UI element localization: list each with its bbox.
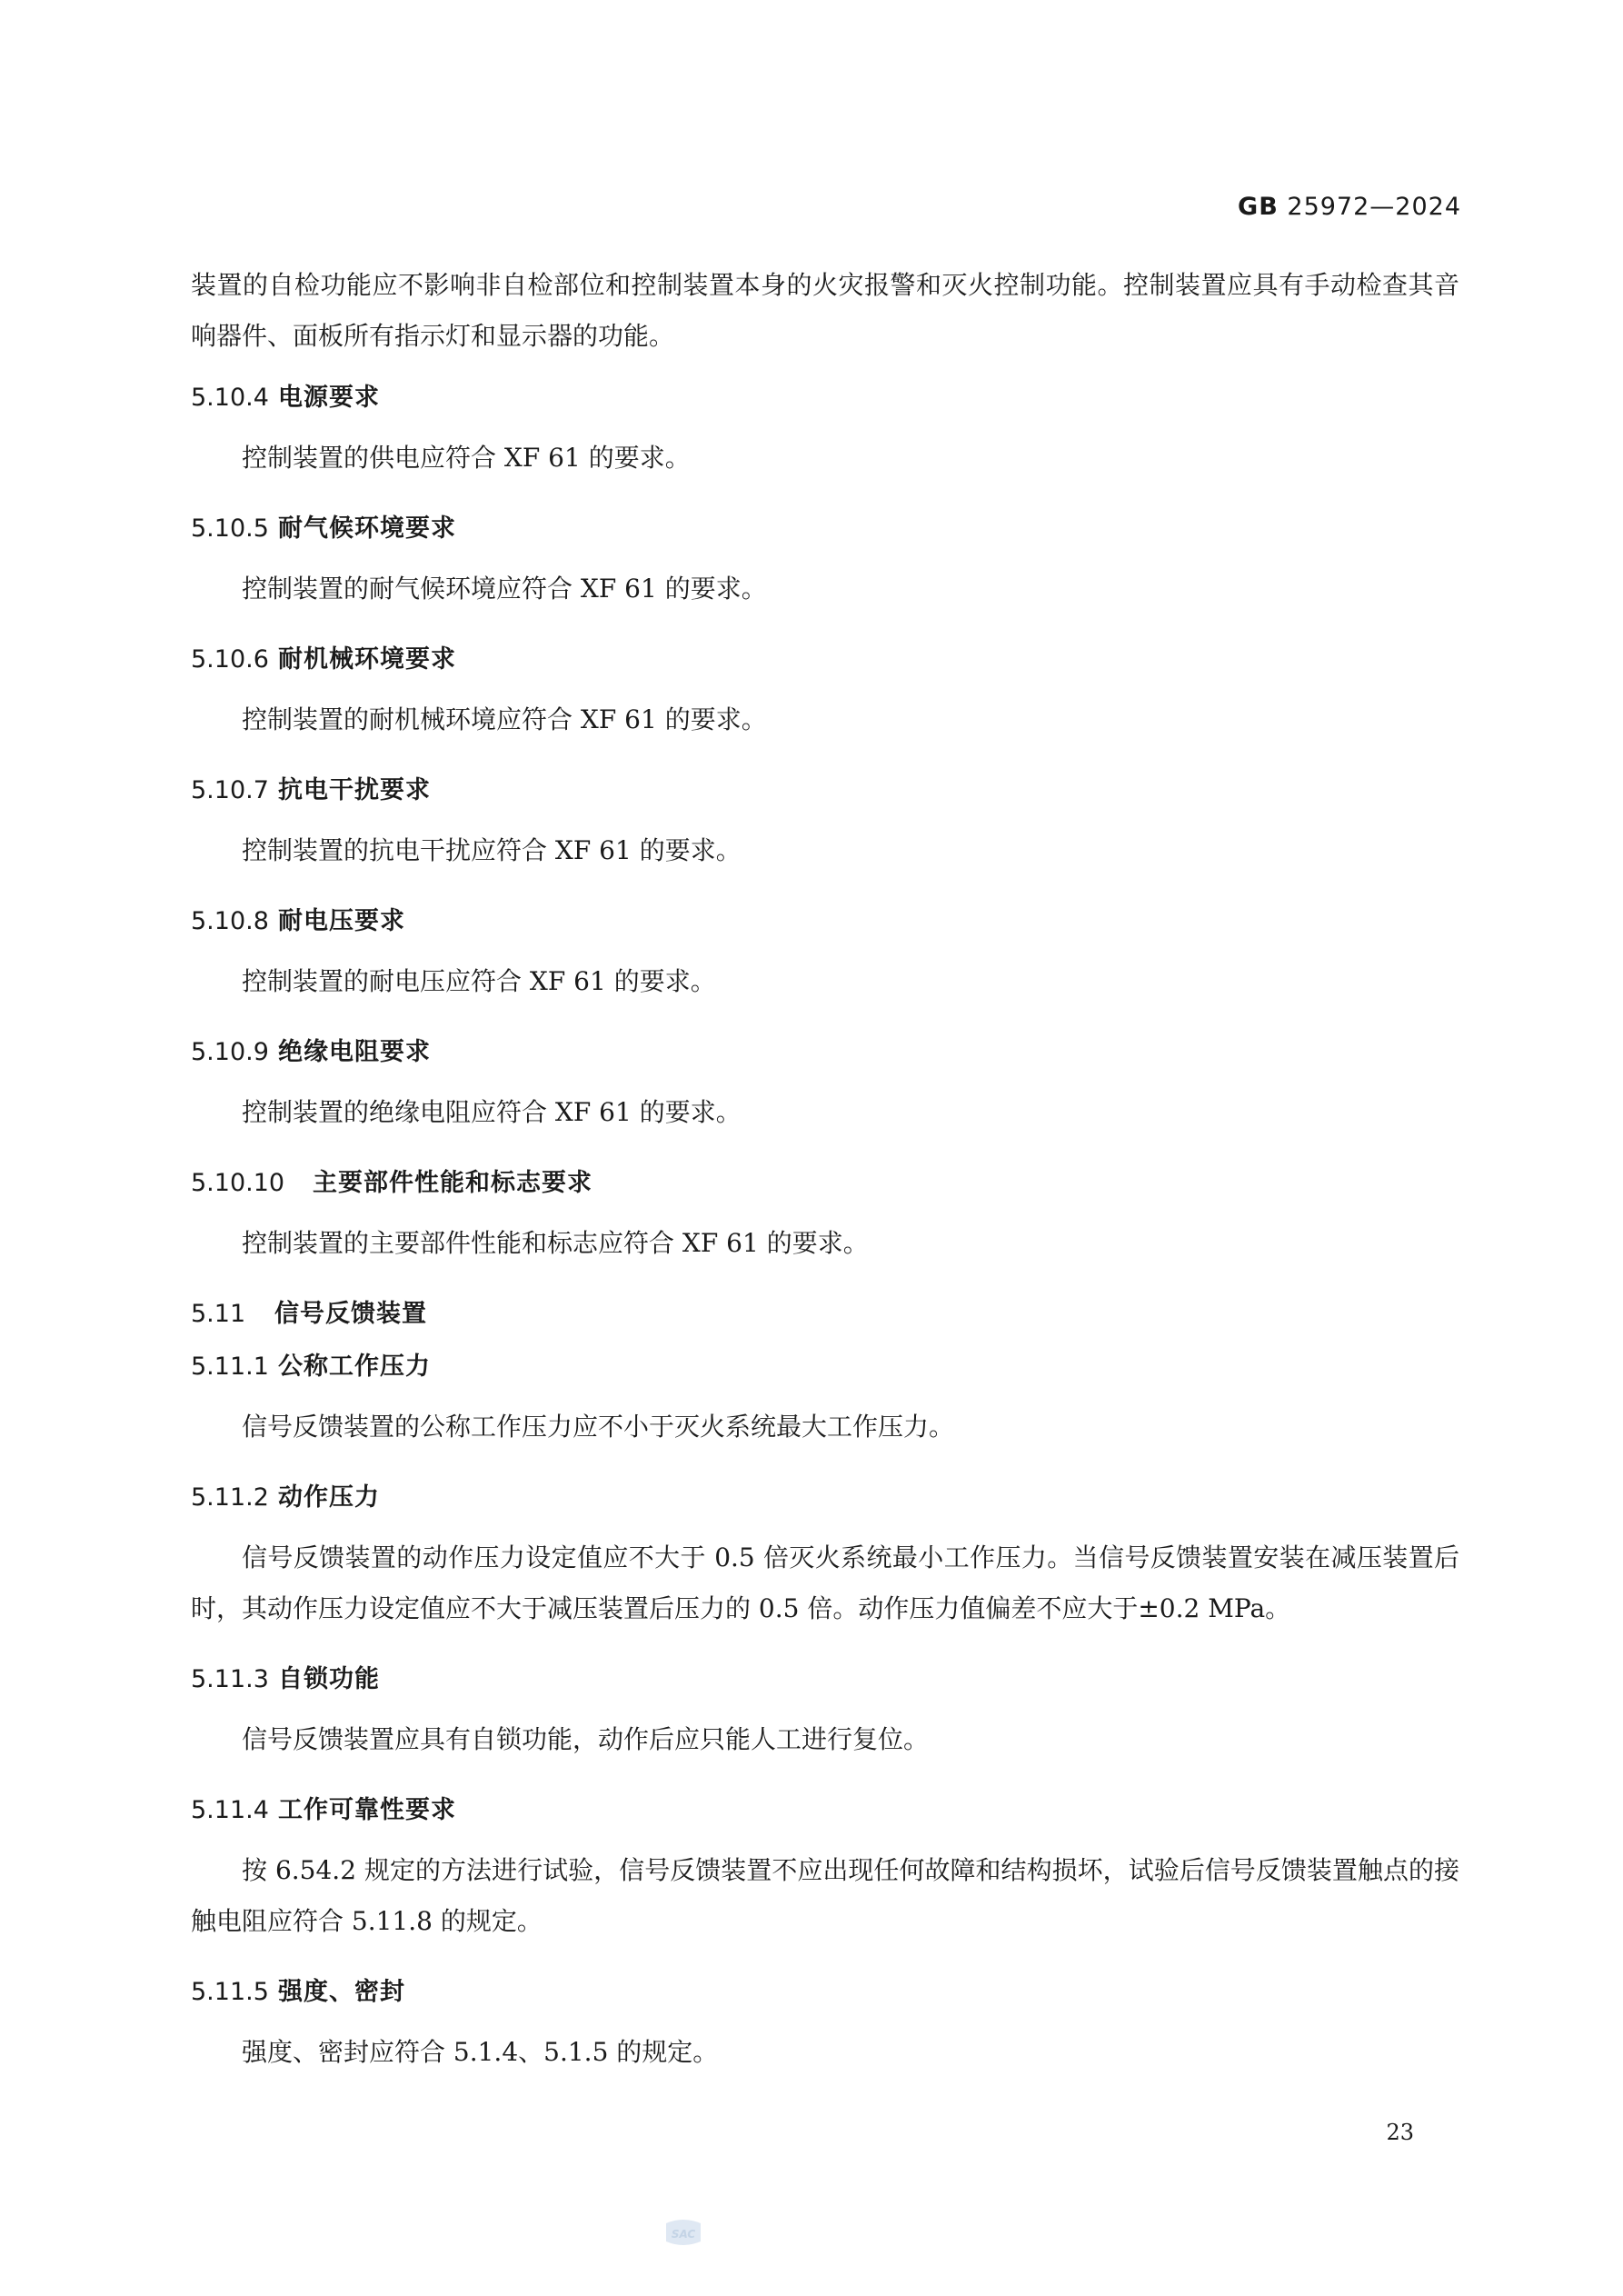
section-number: 5.11.5: [191, 1978, 269, 2006]
document-body: [191, 260, 1459, 2078]
section-title: 绝缘电阻要求: [278, 1038, 431, 1066]
section-number: 5.11.3: [191, 1665, 269, 1693]
section-text-5-10-4: 控制装置的供电应符合 XF 61 的要求。: [242, 443, 691, 473]
section-text-5-10-10: 控制装置的主要部件性能和标志应符合 XF 61 的要求。: [242, 1228, 869, 1258]
standard-number: 25972—2024: [1287, 193, 1461, 221]
section-title: 强度、密封: [278, 1978, 405, 2006]
section-number: 5.10.8: [191, 907, 269, 935]
section-number: 5.11.4: [191, 1796, 269, 1824]
logo-text: SAC: [671, 2228, 696, 2241]
section-number: 5.11.2: [191, 1483, 269, 1512]
section-number: 5.10.6: [191, 645, 269, 674]
section-text-5-10-5: 控制装置的耐气候环境应符合 XF 61 的要求。: [242, 574, 767, 604]
section-text-5-10-6: 控制装置的耐机械环境应符合 XF 61 的要求。: [242, 704, 767, 734]
section-title: 工作可靠性要求: [278, 1796, 456, 1824]
section-title: 电源要求: [278, 384, 380, 412]
sac-logo-icon: [661, 2218, 706, 2249]
section-text-5-10-9: 控制装置的绝缘电阻应符合 XF 61 的要求。: [242, 1097, 742, 1127]
section-title: 信号反馈装置: [274, 1300, 427, 1328]
section-title: 耐机械环境要求: [278, 645, 456, 674]
standard-prefix: GB: [1238, 193, 1279, 221]
section-heading-5-10-8: [191, 903, 1459, 940]
section-number: 5.11: [191, 1300, 246, 1328]
section-heading-5-10-10: [191, 1165, 1459, 1202]
intro-paragraph: 装置的自检功能应不影响非自检部位和控制装置本身的火灾报警和灭火控制功能。控制装置应具有手动检查其音响器件、面板所有指示灯和显示器的功能。: [191, 270, 1459, 351]
section-number: 5.10.4: [191, 384, 269, 412]
standard-number-header: [1238, 193, 1461, 221]
section-number: 5.10.10: [191, 1169, 285, 1197]
section-heading-5-10-4: [191, 380, 1459, 416]
section-heading-5-10-6: [191, 642, 1459, 678]
section-text-5-11-1: 信号反馈装置的公称工作压力应不小于灭火系统最大工作压力。: [242, 1412, 955, 1442]
section-text-5-10-7: 控制装置的抗电干扰应符合 XF 61 的要求。: [242, 835, 742, 865]
section-number: 5.11.1: [191, 1353, 269, 1381]
section-text-5-11-4: 按 6.54.2 规定的方法进行试验，信号反馈装置不应出现任何故障和结构损坏，试验后信号反馈装置触点的接触电阻应符合 5.11.8 的规定。: [191, 1855, 1459, 1936]
section-number: 5.10.7: [191, 776, 269, 804]
section-title: 自锁功能: [278, 1665, 380, 1693]
section-title: 耐电压要求: [278, 907, 405, 935]
section-heading-5-10-7: [191, 773, 1459, 809]
section-heading-5-11-5: [191, 1974, 1459, 2011]
section-title: 主要部件性能和标志要求: [313, 1169, 592, 1197]
section-text-5-10-8: 控制装置的耐电压应符合 XF 61 的要求。: [242, 966, 716, 996]
section-text-5-11-3: 信号反馈装置应具有自锁功能，动作后应只能人工进行复位。: [242, 1724, 930, 1754]
section-title: 耐气候环境要求: [278, 514, 456, 543]
section-title: 动作压力: [278, 1483, 380, 1512]
section-heading-5-10-5: [191, 511, 1459, 547]
section-heading-5-11-1: [191, 1349, 1459, 1385]
section-number: 5.10.9: [191, 1038, 269, 1066]
section-heading-5-11-2: [191, 1480, 1459, 1516]
section-heading-5-11-4: [191, 1792, 1459, 1829]
section-number: 5.10.5: [191, 514, 269, 543]
section-heading-5-11: [191, 1296, 1459, 1333]
section-heading-5-10-9: [191, 1034, 1459, 1071]
section-title: 抗电干扰要求: [278, 776, 431, 804]
page-number: 23: [1386, 2120, 1414, 2145]
section-title: 公称工作压力: [278, 1353, 431, 1381]
section-text-5-11-2: 信号反馈装置的动作压力设定值应不大于 0.5 倍灭火系统最小工作压力。当信号反馈装置安装在减压装置后时，其动作压力设定值应不大于减压装置后压力的 0.5 倍。动作压力值偏差不应大于±0.2 MPa。: [191, 1542, 1459, 1623]
section-text-5-11-5: 强度、密封应符合 5.1.4、5.1.5 的规定。: [242, 2037, 719, 2067]
section-heading-5-11-3: [191, 1662, 1459, 1698]
